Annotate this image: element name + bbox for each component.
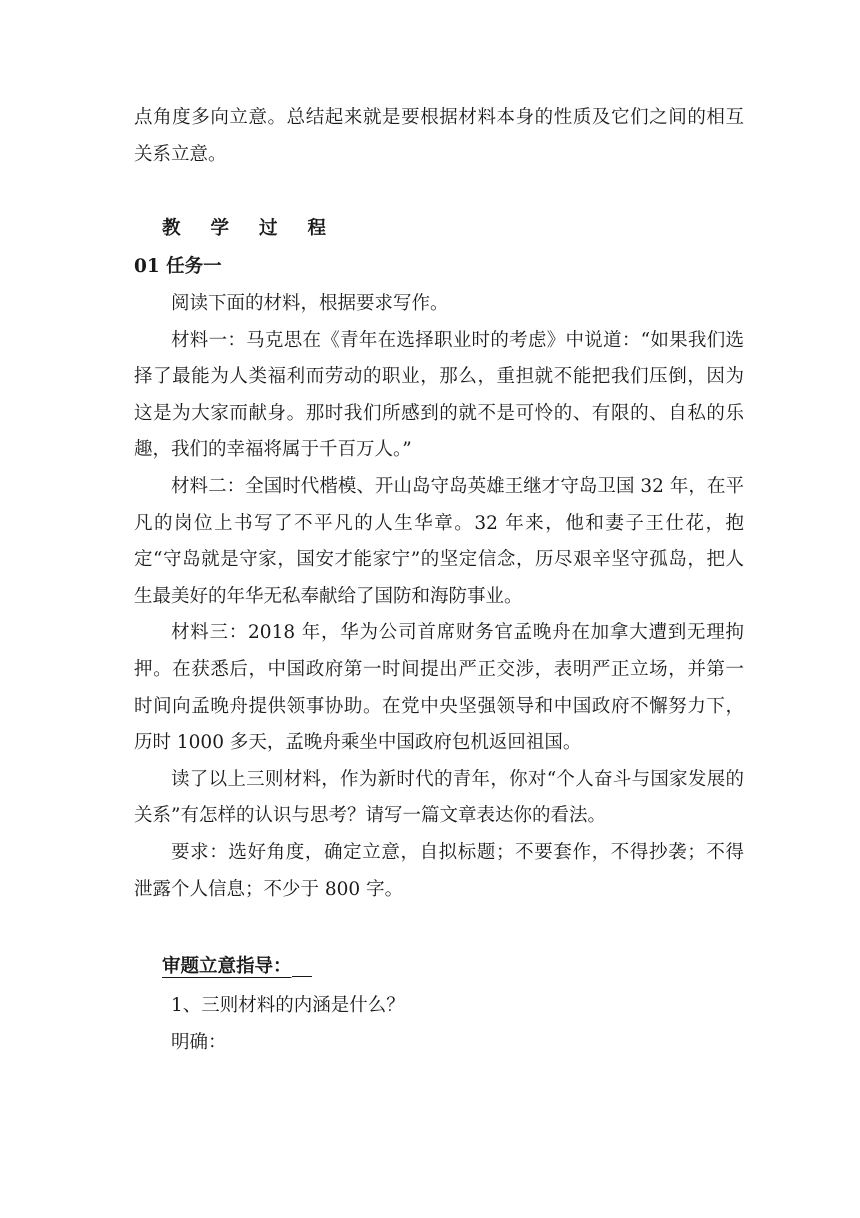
question-text: 读了以上三则材料，作为新时代的青年，你对“个人奋斗与国家发展的关系”有怎样的认识与思考？请写一篇文章表达你的看法。	[134, 768, 744, 827]
guidance-title: 审题立意指导：	[162, 952, 312, 982]
instruction-text: 阅读下面的材料，根据要求写作。	[171, 293, 449, 314]
intro-text: 点角度多向立意。总结起来就是要根据材料本身的性质及它们之间的相互关系立意。	[134, 107, 744, 165]
task-label: 01 任务一	[134, 256, 222, 277]
material-2: 材料二：全国时代楷模、开山岛守岛英雄王继才守岛卫国 32 年，在平凡的岗位上书写了不平凡的人生华章。32 年来，他和妻子王仕花，抱定“守岛就是守家，国安才能家宁”的坚定信念，历尽艰辛坚守孤岛，把人生最美好的年华无私奉献给了国防和海防事业。	[134, 475, 744, 607]
guidance-question-1: 1、三则材料的内涵是什么？	[171, 995, 405, 1016]
guidance-block	[134, 988, 744, 1061]
answer-label: 明确：	[171, 1031, 227, 1053]
material-1: 材料一：马克思在《青年在选择职业时的考虑》中说道：“如果我们选择了最能为人类福利而劳动的职业，那么，重担就不能把我们压倒，因为这是为大家而献身。那时我们所感到的就不是可怜的、有限的、自私的乐趣，我们的幸福将属于千百万人。”	[134, 329, 744, 461]
section-heading: 教学过程	[162, 218, 357, 239]
requirements-text: 要求：选好角度，确定立意，自拟标题；不要套作，不得抄袭；不得泄露个人信息；不少于 800 字。	[134, 841, 744, 900]
material-3: 材料三：2018 年，华为公司首席财务官孟晚舟在加拿大遭到无理拘押。在获悉后，中国政府第一时间提出严正交涉，表明严正立场，并第一时间向孟晚舟提供领事协助。在党中央坚强领导和中国政府不懈努力下，历时 1000 多天，孟晚舟乘坐中国政府包机返回祖国。	[134, 622, 744, 754]
prompt-block	[134, 286, 744, 908]
intro-paragraph	[134, 100, 744, 173]
